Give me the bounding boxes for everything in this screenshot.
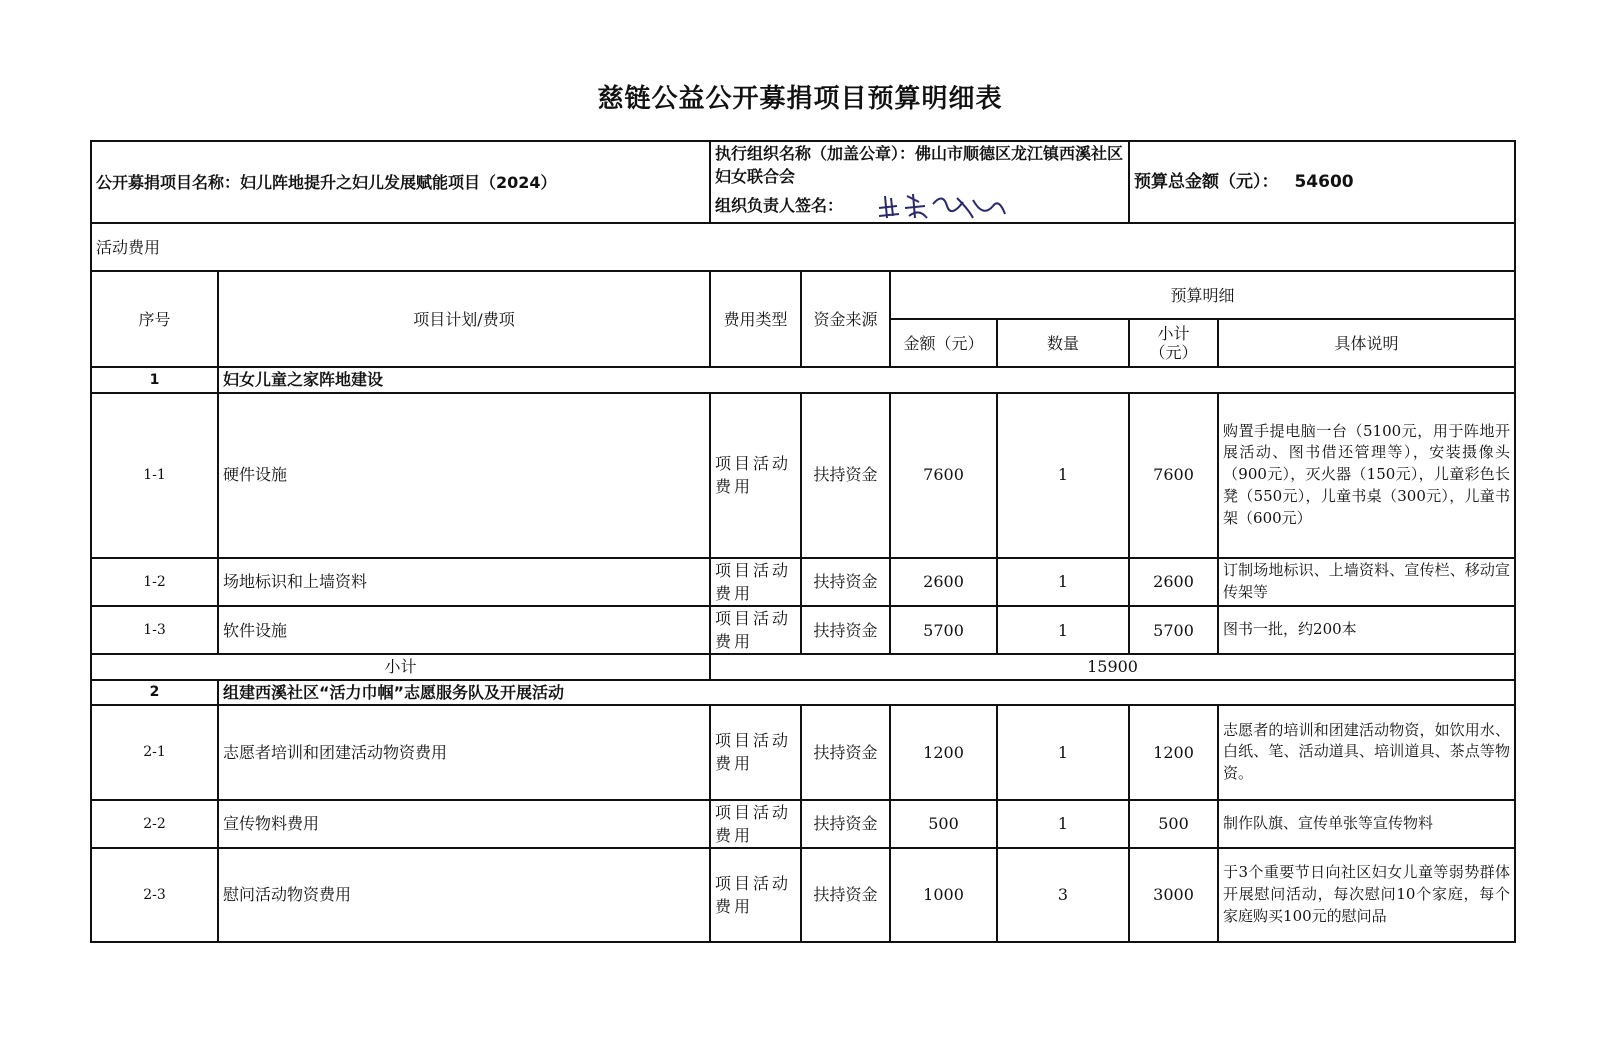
table-row bbox=[91, 393, 1515, 558]
row-fund-source: 扶持资金 bbox=[801, 848, 890, 942]
row-seq: 2-3 bbox=[91, 848, 218, 942]
row-quantity: 1 bbox=[997, 558, 1129, 606]
row-cost-type: 项目活动费用 bbox=[710, 848, 801, 942]
row-fund-source: 扶持资金 bbox=[801, 558, 890, 606]
row-subtotal: 5700 bbox=[1129, 606, 1218, 654]
info-row bbox=[91, 141, 1515, 223]
signature-image bbox=[873, 188, 1013, 222]
row-item: 硬件设施 bbox=[218, 393, 710, 558]
header-seq: 序号 bbox=[91, 271, 218, 367]
row-amount: 7600 bbox=[890, 393, 997, 558]
row-amount: 1000 bbox=[890, 848, 997, 942]
row-item: 软件设施 bbox=[218, 606, 710, 654]
row-quantity: 1 bbox=[997, 606, 1129, 654]
row-subtotal: 7600 bbox=[1129, 393, 1218, 558]
row-seq: 1-3 bbox=[91, 606, 218, 654]
row-amount: 500 bbox=[890, 800, 997, 848]
row-description: 订制场地标识、上墙资料、宣传栏、移动宣传架等 bbox=[1218, 558, 1515, 606]
header-description: 具体说明 bbox=[1218, 319, 1515, 367]
header-quantity: 数量 bbox=[997, 319, 1129, 367]
row-seq: 2-2 bbox=[91, 800, 218, 848]
header-item: 项目计划/费项 bbox=[218, 271, 710, 367]
header-budget-detail: 预算明细 bbox=[890, 271, 1515, 319]
group-seq: 1 bbox=[91, 367, 218, 392]
group-row bbox=[91, 367, 1515, 392]
org-cell bbox=[710, 141, 1129, 223]
row-amount: 5700 bbox=[890, 606, 997, 654]
group-subtotal-row bbox=[91, 654, 1515, 679]
row-item: 志愿者培训和团建活动物资费用 bbox=[218, 705, 710, 800]
row-amount: 1200 bbox=[890, 705, 997, 800]
table-row bbox=[91, 606, 1515, 654]
header-subtotal-line1: 小计 bbox=[1157, 324, 1190, 344]
row-fund-source: 扶持资金 bbox=[801, 705, 890, 800]
group-subtotal-value: 15900 bbox=[710, 654, 1515, 679]
table-row bbox=[91, 705, 1515, 800]
row-fund-source: 扶持资金 bbox=[801, 606, 890, 654]
row-quantity: 1 bbox=[997, 800, 1129, 848]
row-fund-source: 扶持资金 bbox=[801, 393, 890, 558]
group-row bbox=[91, 680, 1515, 705]
row-quantity: 1 bbox=[997, 705, 1129, 800]
row-quantity: 1 bbox=[997, 393, 1129, 558]
page-title: 慈链公益公开募捐项目预算明细表 bbox=[597, 84, 1003, 114]
total-cell bbox=[1129, 141, 1515, 223]
group-seq: 2 bbox=[91, 680, 218, 705]
row-description: 于3个重要节日向社区妇女儿童等弱势群体开展慰问活动，每次慰问10个家庭，每个家庭购买100元的慰问品 bbox=[1218, 848, 1515, 942]
group-subtotal-label: 小计 bbox=[91, 654, 710, 679]
header-cost-type: 费用类型 bbox=[710, 271, 801, 367]
row-subtotal: 500 bbox=[1129, 800, 1218, 848]
total-label: 预算总金额（元）： bbox=[1134, 171, 1279, 192]
row-seq: 1-2 bbox=[91, 558, 218, 606]
header-fund-source: 资金来源 bbox=[801, 271, 890, 367]
row-cost-type: 项目活动费用 bbox=[710, 705, 801, 800]
row-description: 制作队旗、宣传单张等宣传物料 bbox=[1218, 800, 1515, 848]
row-item: 场地标识和上墙资料 bbox=[218, 558, 710, 606]
header-amount: 金额（元） bbox=[890, 319, 997, 367]
table-row bbox=[91, 848, 1515, 942]
row-seq: 2-1 bbox=[91, 705, 218, 800]
section-row bbox=[91, 223, 1515, 271]
header-row-1 bbox=[91, 271, 1515, 319]
row-description: 志愿者的培训和团建活动物资，如饮用水、白纸、笔、活动道具、培训道具、茶点等物资。 bbox=[1218, 705, 1515, 800]
row-item: 宣传物料费用 bbox=[218, 800, 710, 848]
row-description: 购置手提电脑一台（5100元，用于阵地开展活动、图书借还管理等），安装摄像头（900元），灭火器（150元），儿童彩色长凳（550元），儿童书桌（300元），儿童书架（600元） bbox=[1218, 393, 1515, 558]
project-name-cell bbox=[91, 141, 710, 223]
row-cost-type: 项目活动费用 bbox=[710, 558, 801, 606]
org-name: 执行组织名称（加盖公章）：佛山市顺德区龙江镇西溪社区妇女联合会 bbox=[715, 144, 1124, 187]
row-quantity: 3 bbox=[997, 848, 1129, 942]
row-cost-type: 项目活动费用 bbox=[710, 606, 801, 654]
row-cost-type: 项目活动费用 bbox=[710, 393, 801, 558]
signer-line bbox=[715, 188, 1124, 222]
row-subtotal: 2600 bbox=[1129, 558, 1218, 606]
row-seq: 1-1 bbox=[91, 393, 218, 558]
project-name: 公开募捐项目名称：妇儿阵地提升之妇儿发展赋能项目（2024） bbox=[96, 172, 557, 192]
signer-label: 组织负责人签名： bbox=[715, 195, 844, 215]
total-value: 54600 bbox=[1294, 171, 1354, 192]
row-subtotal: 1200 bbox=[1129, 705, 1218, 800]
row-description: 图书一批，约200本 bbox=[1218, 606, 1515, 654]
table-row bbox=[91, 800, 1515, 848]
header-subtotal bbox=[1129, 319, 1218, 367]
section-label: 活动费用 bbox=[91, 223, 1515, 271]
row-amount: 2600 bbox=[890, 558, 997, 606]
row-subtotal: 3000 bbox=[1129, 848, 1218, 942]
row-cost-type: 项目活动费用 bbox=[710, 800, 801, 848]
header-subtotal-line2: （元） bbox=[1149, 343, 1198, 363]
group-name: 妇女儿童之家阵地建设 bbox=[218, 367, 1515, 392]
table-row bbox=[91, 558, 1515, 606]
row-item: 慰问活动物资费用 bbox=[218, 848, 710, 942]
budget-table bbox=[90, 140, 1516, 943]
group-name: 组建西溪社区“活力巾帼”志愿服务队及开展活动 bbox=[218, 680, 1515, 705]
row-fund-source: 扶持资金 bbox=[801, 800, 890, 848]
